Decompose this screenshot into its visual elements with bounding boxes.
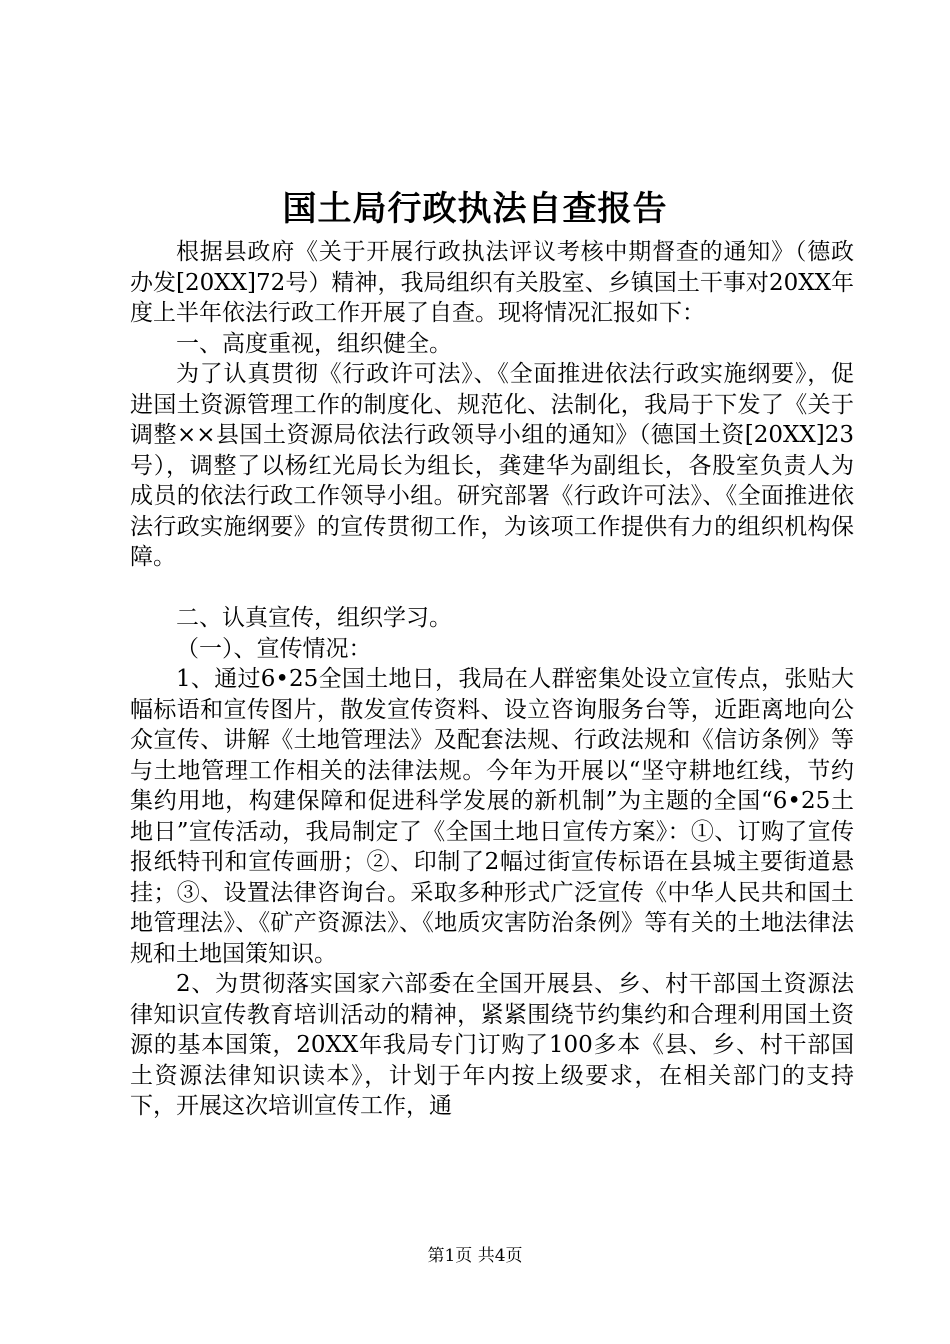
section-heading-1: 一、高度重视，组织健全。	[176, 330, 452, 357]
document-body	[130, 237, 854, 1122]
paragraph-intro: 根据县政府《关于开展行政执法评议考核中期督查的通知》（德政办发[20XX]72号）精神，我局组织有关股室、乡镇国土干事对20XX年度上半年依法行政工作开展了自查。现将情况汇报如下：	[130, 239, 854, 326]
paragraph-section-1: 为了认真贯彻《行政许可法》、《全面推进依法行政实施纲要》，促进国土资源管理工作的制度化、规范化、法制化，我局于下发了《关于调整××县国土资源局依法行政领导小组的通知》（德国土资[20XX]23号），调整了以杨红光局长为组长，龚建华为副组长，各股室负责人为成员的依法行政工作领导小组。研究部署《行政许可法》、《全面推进依法行政实施纲要》的宣传贯彻工作，为该项工作提供有力的组织机构保障。	[130, 361, 854, 570]
paragraph-item-1: 1、通过6•25全国土地日，我局在人群密集处设立宣传点，张贴大幅标语和宣传图片，散发宣传资料、设立咨询服务台等，近距离地向公众宣传、讲解《土地管理法》及配套法规、行政法规和《信访条例》等与土地管理工作相关的法律法规。今年为开展以“坚守耕地红线，节约集约用地，构建保障和促进科学发展的新机制”为主题的全国“6•25土地日”宣传活动，我局制定了《全国土地日宣传方案》：①、订购了宣传报纸特刊和宣传画册；②、印制了2幅过街宣传标语在县城主要街道悬挂；③、设置法律咨询台。采取多种形式广泛宣传《中华人民共和国土地管理法》、《矿产资源法》、《地质灾害防治条例》等有关的土地法律法规和土地国策知识。	[130, 666, 854, 967]
section-heading-2: 二、认真宣传，组织学习。	[176, 605, 452, 631]
paragraph-item-2: 2、为贯彻落实国家六部委在全国开展县、乡、村干部国土资源法律知识宣传教育培训活动的精神，紧紧围绕节约集约和合理利用国土资源的基本国策，20XX年我局专门订购了100多本《县、乡、村干部国土资源法律知识读本》，计划于年内按上级要求，在相关部门的支持下，开展这次培训宣传工作，通	[130, 971, 854, 1119]
subsection-heading-1: （一）、宣传情况：	[176, 635, 372, 662]
document-title: 国土局行政执法自查报告	[282, 189, 668, 229]
page-footer: 第1页 共4页	[427, 1246, 523, 1266]
